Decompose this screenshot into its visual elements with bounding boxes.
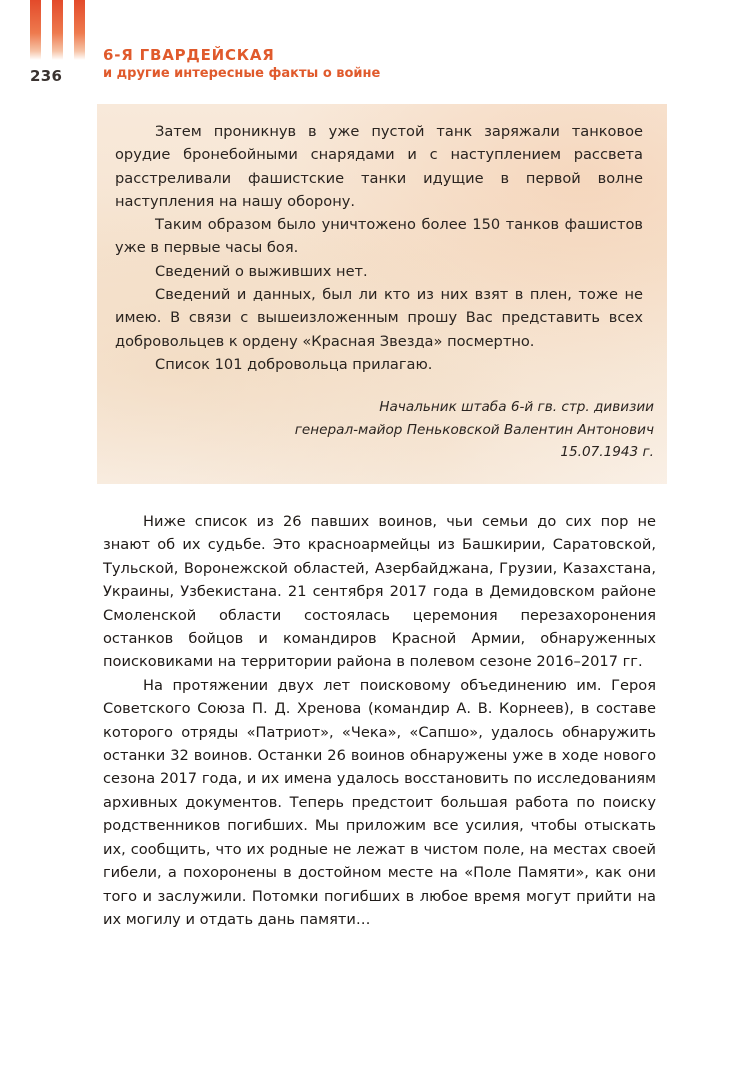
main-text [103,510,656,931]
quote-text [115,120,643,376]
quote-paragraph: Сведений о выживших нет. [155,262,368,280]
ribbon-stripe [74,0,85,60]
quote-paragraph: Таким образом было уничтожено более 150 танков фашистов уже в первые часы боя. [115,216,643,257]
signature-position: Начальник штаба 6-й гв. стр. дивизии [379,399,654,415]
quoted-document [97,104,667,484]
quote-paragraph: Затем проникнув в уже пустой танк заряжали танковое орудие бронебойными снарядами и с наступлением рассвета расстреливали фашистские танки идущие в первой волне наступления на нашу оборону. [115,123,643,210]
body-paragraph: Ниже список из 26 павших воинов, чьи семьи до сих пор не знают об их судьбе. Это красноармейцы из Башкирии, Саратовской, Тульской, Воронежской областей, Азербайджана, Грузии, Казахстана, Украины, Узбекистана. 21 сентября 2017 года в Демидовском районе Смоленской области состоялась церемония перезахоронения останков бойцов и командиров Красной Армии, обнаруженных поисковиками на территории района в полевом сезоне 2016–2017 гг. [103,513,656,671]
ribbon-stripe [30,0,41,60]
body-paragraph: На протяжении двух лет поисковому объединению им. Героя Советского Союза П. Д. Хренова (командир А. В. Корнеев), в составе которого отряды «Патриот», «Чека», «Сапшо», удалось обнаружить останки 32 воинов. Останки 26 воинов обнаружены уже в ходе нового сезона 2017 года, и их имена удалось восстановить по исследованиям архивных документов. Теперь предстоит большая работа по поиску родственников погибших. Мы приложим все усилия, чтобы отыскать их, сообщить, что их родные не лежат в чистом поле, на местах своей гибели, а похоронены в достойном месте на «Поле Памяти», как они того и заслужили. Потомки погибших в любое время могут прийти на их могилу и отдать дань памяти… [103,676,656,928]
quote-paragraph: Список 101 добровольца прилагаю. [155,355,433,373]
page-number: 236 [30,67,63,85]
signature-date: 15.07.1943 г. [560,444,654,460]
quote-paragraph: Сведений и данных, был ли кто из них взят в плен, тоже не имею. В связи с вышеизложенным прошу Вас представить всех добровольцев к ордену «Красная Звезда» посмертно. [115,286,643,350]
header-title: 6-Я ГВАРДЕЙСКАЯ [103,46,275,64]
signature-name: генерал-майор Пеньковской Валентин Антонович [294,421,654,438]
ribbon-stripe [52,0,63,60]
signature-block [295,396,654,464]
running-header [103,46,380,83]
header-subtitle: и другие интересные факты о войне [103,66,381,81]
